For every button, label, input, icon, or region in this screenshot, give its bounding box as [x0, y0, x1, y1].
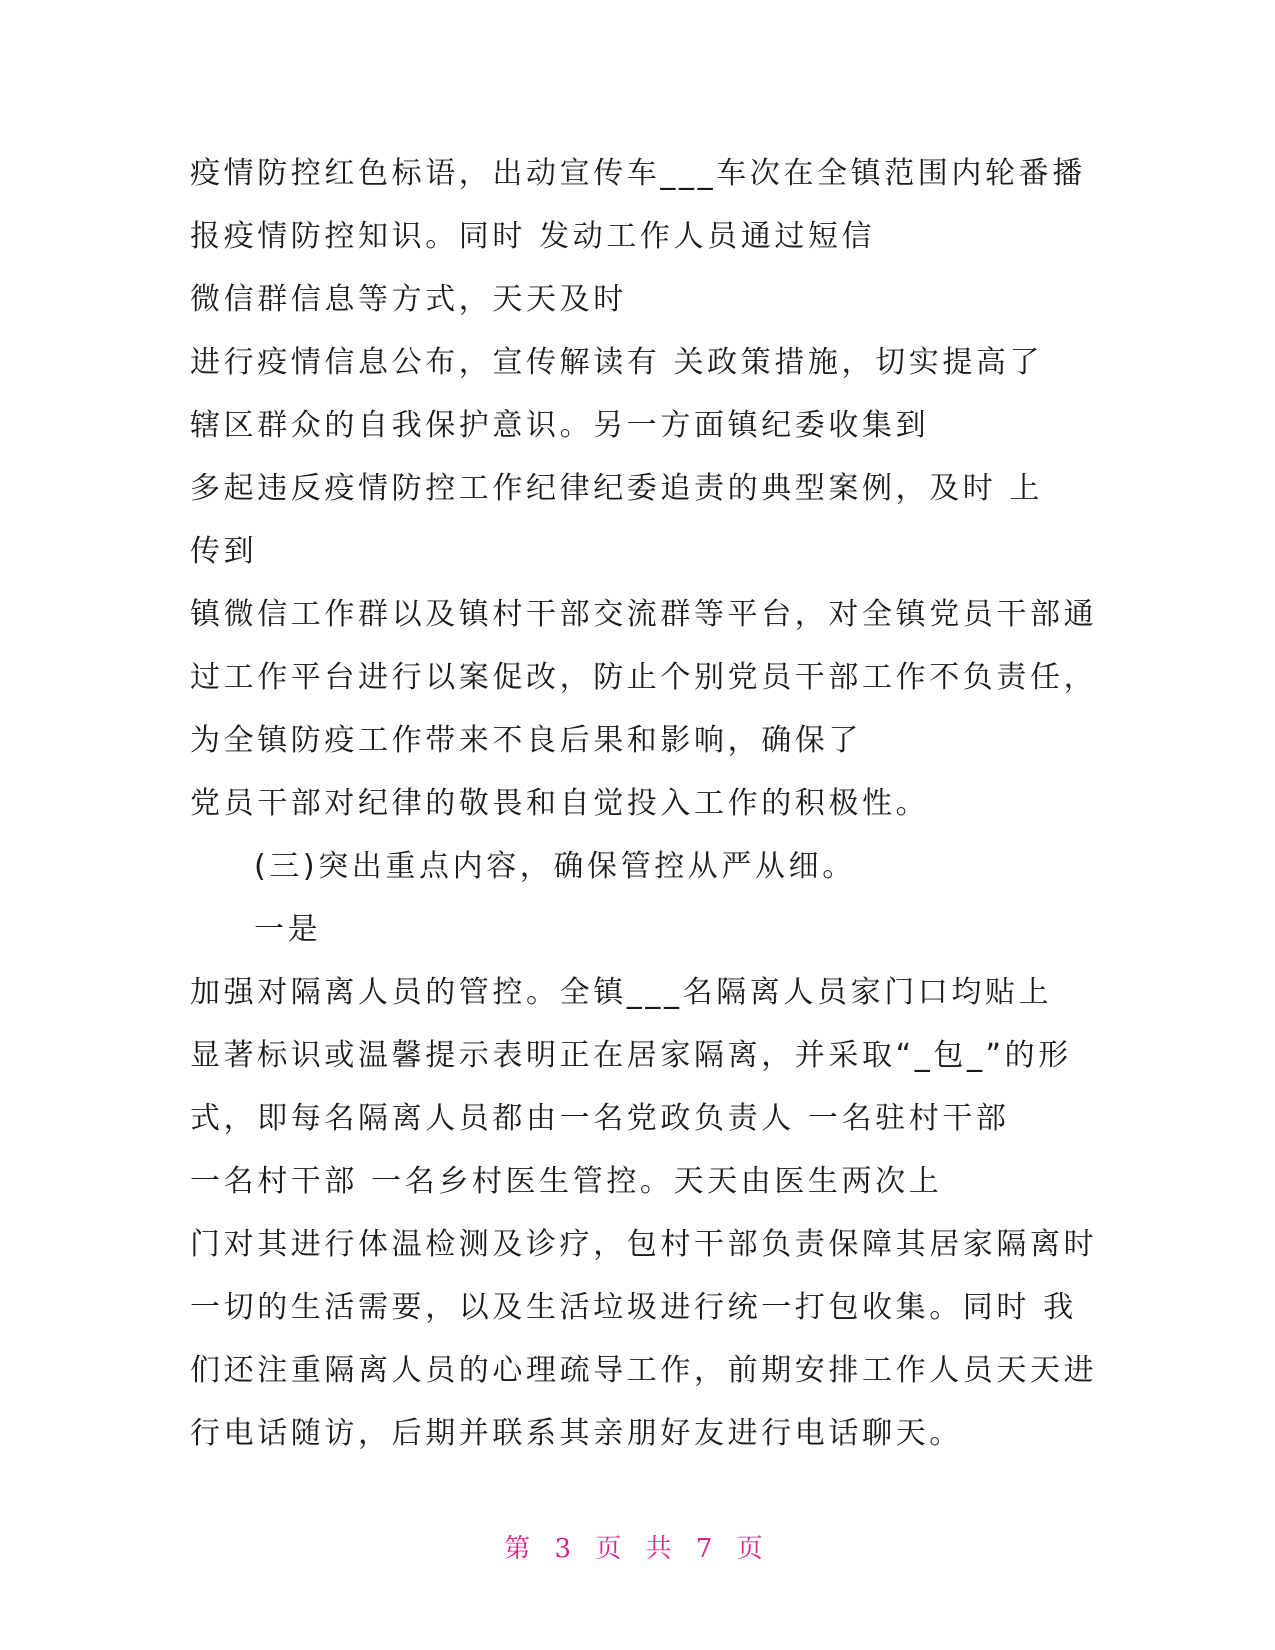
text-line: 党员干部对纪律的敬畏和自觉投入工作的积极性。	[190, 786, 930, 821]
text-line: 一切的生活需要，以及生活垃圾进行统一打包收集。同时 我	[190, 1290, 1077, 1325]
body-text	[190, 142, 1098, 1465]
page-footer	[0, 1528, 1275, 1565]
text-line: 镇微信工作群以及镇村干部交流群等平台，对全镇党员干部通	[190, 597, 1098, 632]
text-line: 一名村干部 一名乡村医生管控。天天由医生两次上	[190, 1164, 943, 1199]
footer-total-pages: 7	[695, 1534, 721, 1564]
text-line: 为全镇防疫工作带来不良后果和影响，确保了	[190, 723, 862, 758]
text-line: 报疫情防控知识。同时 发动工作人员通过短信	[190, 219, 876, 254]
footer-suffix: 页	[736, 1534, 771, 1564]
text-line: 显著标识或温馨提示表明正在居家隔离，并采取“_包_”的形	[190, 1038, 1072, 1073]
footer-current-page: 3	[554, 1534, 580, 1564]
text-line: 加强对隔离人员的管控。全镇___名隔离人员家门口均贴上	[190, 975, 1053, 1010]
text-line: 一是	[254, 912, 322, 947]
text-line: 微信群信息等方式，天天及时	[190, 282, 627, 317]
text-line: 门对其进行体温检测及诊疗，包村干部负责保障其居家隔离时	[190, 1227, 1098, 1262]
footer-prefix: 第	[504, 1534, 539, 1564]
text-line: 传到	[190, 534, 258, 569]
text-line: 过工作平台进行以案促改，防止个别党员干部工作不负责任，	[190, 660, 1098, 695]
text-line: (三)突出重点内容，确保管控从严从细。	[254, 849, 856, 884]
text-line: 行电话随访，后期并联系其亲朋好友进行电话聊天。	[190, 1416, 963, 1451]
text-line: 式，即每名隔离人员都由一名党政负责人 一名驻村干部	[190, 1101, 1010, 1136]
text-line: 疫情防控红色标语，出动宣传车___车次在全镇范围内轮番播	[190, 156, 1086, 191]
text-line: 多起违反疫情防控工作纪律纪委追责的典型案例，及时 上	[190, 471, 1044, 506]
footer-middle: 页 共	[595, 1534, 680, 1564]
text-line: 们还注重隔离人员的心理疏导工作，前期安排工作人员天天进	[190, 1353, 1098, 1388]
text-line: 辖区群众的自我保护意识。另一方面镇纪委收集到	[190, 408, 930, 443]
text-line: 进行疫情信息公布，宣传解读有 关政策措施，切实提高了	[190, 345, 1044, 380]
